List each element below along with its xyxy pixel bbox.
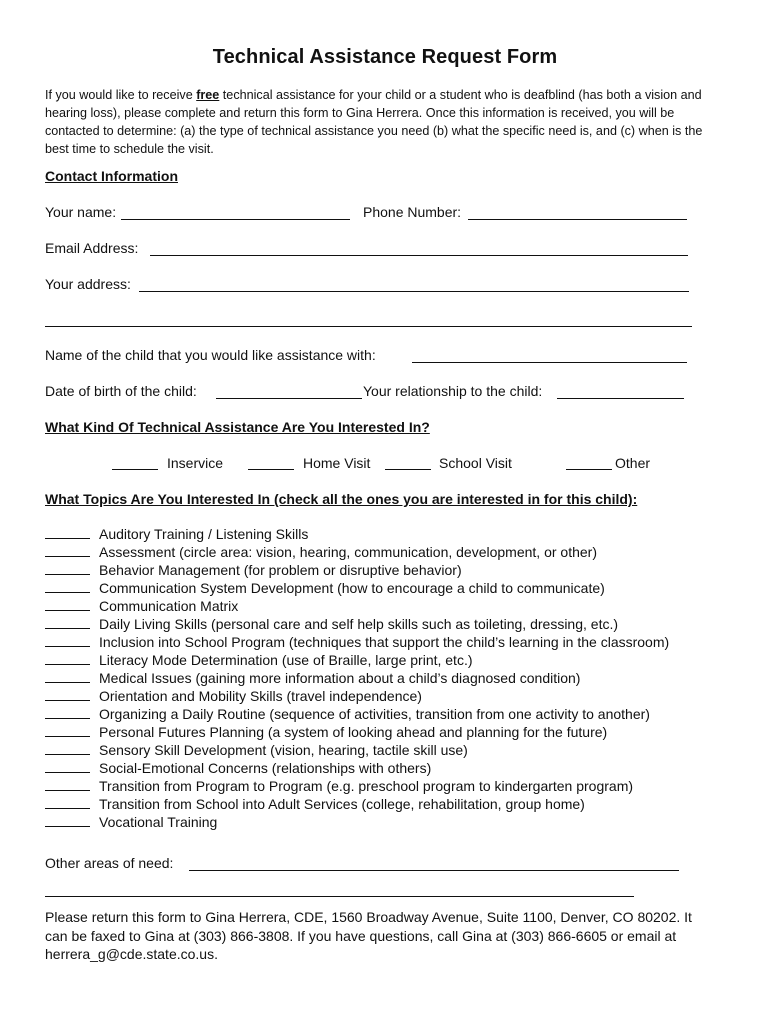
topic-label: Auditory Training / Listening Skills [99, 526, 309, 542]
contact-heading: Contact Information [45, 168, 178, 184]
topic-label: Personal Futures Planning (a system of looking ahead and planning for the future) [99, 724, 608, 740]
topic-item [45, 651, 735, 669]
topic-label: Transition from School into Adult Services (college, rehabilitation, group home) [99, 796, 585, 812]
assistance-heading: What Kind Of Technical Assistance Are You Interested In? [45, 419, 430, 435]
intro-paragraph [45, 86, 725, 158]
intro-text-start: If you would like to receive [45, 88, 197, 102]
topic-label: Communication Matrix [99, 598, 239, 614]
topic-check-blank[interactable] [45, 772, 90, 773]
topic-check-blank[interactable] [45, 736, 90, 737]
topic-item [45, 597, 735, 615]
topic-check-blank[interactable] [45, 790, 90, 791]
topic-label: Orientation and Mobility Skills (travel independence) [99, 688, 422, 704]
address-field-line-2[interactable] [45, 326, 692, 327]
topic-label: Organizing a Daily Routine (sequence of activities, transition from one activity to another) [99, 706, 650, 722]
topic-label: Communication System Development (how to encourage a child to communicate) [99, 580, 605, 596]
inservice-blank[interactable] [112, 469, 158, 470]
dob-field[interactable] [216, 398, 362, 399]
topic-check-blank[interactable] [45, 826, 90, 827]
topic-check-blank[interactable] [45, 556, 90, 557]
topic-item [45, 525, 735, 543]
school-visit-option: School Visit [439, 455, 512, 471]
other-needs-field-line-2[interactable] [45, 896, 634, 897]
topic-item [45, 669, 735, 687]
phone-label: Phone Number: [363, 204, 462, 220]
topic-item [45, 741, 735, 759]
school-visit-blank[interactable] [385, 469, 431, 470]
topic-item [45, 795, 735, 813]
topic-item [45, 633, 735, 651]
inservice-option: Inservice [167, 455, 224, 471]
topic-item [45, 543, 735, 561]
relationship-field[interactable] [557, 398, 684, 399]
topic-item [45, 813, 735, 831]
address-field[interactable] [139, 291, 689, 292]
return-instructions: Please return this form to Gina Herrera, CDE, 1560 Broadway Avenue, Suite 1100, Denver, CO 80202. It can be faxed to Gina at (303) 866-3808. If you have questions, call Gina at (303) 866-6605 or email at herrera_g@cde.state.co.us. [45, 909, 692, 962]
child-name-label: Name of the child that you would like assistance with: [45, 347, 376, 363]
topic-label: Vocational Training [99, 814, 218, 830]
topic-item [45, 723, 735, 741]
topic-label: Sensory Skill Development (vision, hearing, tactile skill use) [99, 742, 468, 758]
topic-item [45, 687, 735, 705]
topic-check-blank[interactable] [45, 628, 90, 629]
email-label: Email Address: [45, 240, 139, 256]
address-label: Your address: [45, 276, 131, 292]
intro-free-emphasis: free [196, 88, 220, 102]
topics-list [45, 525, 735, 831]
other-blank[interactable] [566, 469, 612, 470]
topic-item [45, 579, 735, 597]
form-title: Technical Assistance Request Form [212, 46, 558, 68]
other-needs-field[interactable] [189, 870, 679, 871]
name-field[interactable] [121, 219, 350, 220]
home-visit-option: Home Visit [303, 455, 371, 471]
intro-text-end: technical assistance for your child or a student who is deafblind (has both a vision and hearing loss), please complete and return this form to Gina Herrera. Once this information is received, you will be contacted to determine: (a) the type of technical assistance you need (b) what the specific need is, and (c) when is the best time to schedule the visit. [45, 88, 703, 156]
topic-label: Transition from Program to Program (e.g. preschool program to kindergarten program) [99, 778, 634, 794]
topic-label: Behavior Management (for problem or disruptive behavior) [99, 562, 462, 578]
other-option: Other [615, 455, 651, 471]
dob-label: Date of birth of the child: [45, 383, 197, 399]
topic-label: Social-Emotional Concerns (relationships with others) [99, 760, 432, 776]
name-label: Your name: [45, 204, 117, 220]
topic-item [45, 759, 735, 777]
topic-label: Inclusion into School Program (techniques that support the child’s learning in the classroom) [99, 634, 670, 650]
topic-check-blank[interactable] [45, 592, 90, 593]
topic-check-blank[interactable] [45, 664, 90, 665]
topic-check-blank[interactable] [45, 682, 90, 683]
topic-label: Assessment (circle area: vision, hearing, communication, development, or other) [99, 544, 597, 560]
phone-field[interactable] [468, 219, 687, 220]
topic-label: Daily Living Skills (personal care and self help skills such as toileting, dressing, etc.) [99, 616, 619, 632]
topic-check-blank[interactable] [45, 646, 90, 647]
child-name-field[interactable] [412, 362, 687, 363]
home-visit-blank[interactable] [248, 469, 294, 470]
topic-check-blank[interactable] [45, 574, 90, 575]
topics-heading: What Topics Are You Interested In (check all the ones you are interested in for this child): [45, 491, 638, 507]
other-needs-label: Other areas of need: [45, 855, 174, 871]
topic-label: Medical Issues (gaining more information about a child’s diagnosed condition) [99, 670, 581, 686]
topic-check-blank[interactable] [45, 700, 90, 701]
email-field[interactable] [150, 255, 688, 256]
topic-label: Literacy Mode Determination (use of Braille, large print, etc.) [99, 652, 473, 668]
topic-check-blank[interactable] [45, 610, 90, 611]
topic-item [45, 705, 735, 723]
topic-item [45, 615, 735, 633]
topic-item [45, 561, 735, 579]
topic-check-blank[interactable] [45, 538, 90, 539]
topic-check-blank[interactable] [45, 754, 90, 755]
topic-check-blank[interactable] [45, 808, 90, 809]
topic-item [45, 777, 735, 795]
topic-check-blank[interactable] [45, 718, 90, 719]
relationship-label: Your relationship to the child: [363, 383, 543, 399]
